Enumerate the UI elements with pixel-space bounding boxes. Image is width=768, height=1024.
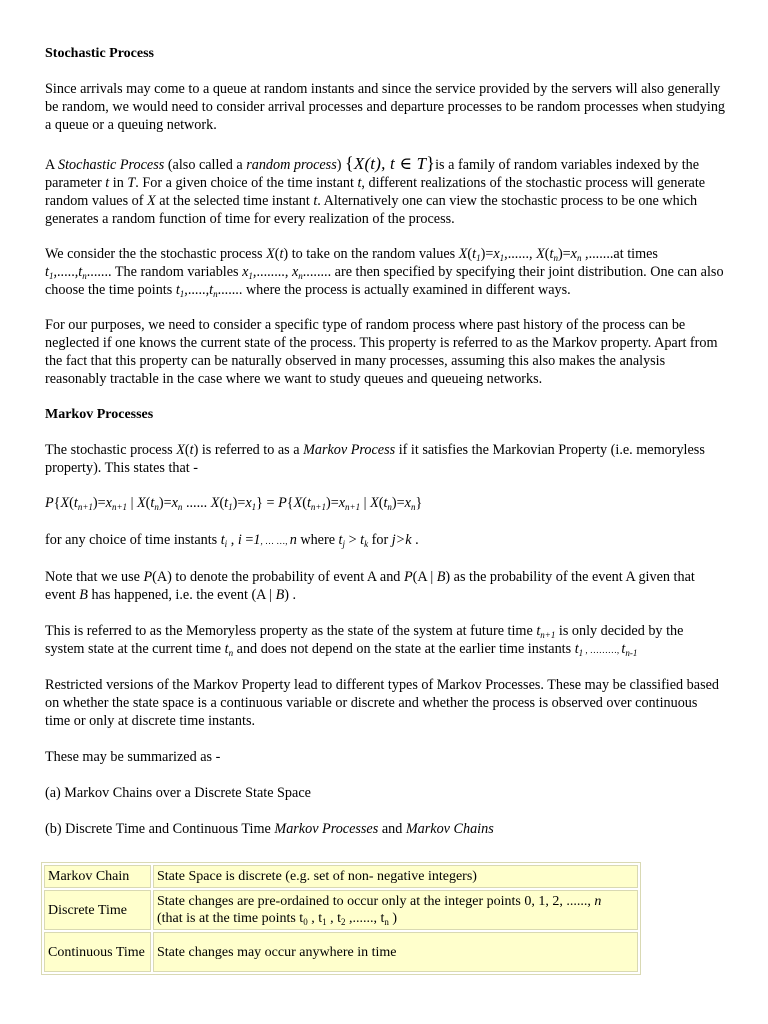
table-row [44, 865, 638, 888]
paragraph-restricted-versions: Restricted versions of the Markov Property lead to different types of Markov Processes. These may be classified based on whether the state space is a continuous variable or discrete and whether the process is observed over continuous time or only at discrete time instants. [45, 677, 719, 729]
paragraph-definition: A Stochastic Process (also called a random process) {X(t), t ∈ T}is a family of random variables indexed by the parameter t in T. For a given choice of the time instant t, different realizations of the stochastic process will generate random values of X at the selected time instant t. Alternatively one can view the stochastic process to be one which generates a random function of time for every realization of the process. [45, 153, 706, 227]
paragraph-memoryless: This is referred to as the Memoryless property as the state of the system at future time $t_{n+1}$ is only decided by the system state at the current time $t_n$ and does not depend on the state at the earlier time instants $t_1$ , ………, $t_{n-1}$ [45, 623, 684, 658]
table-cell-description: State Space is discrete (e.g. set of non- negative integers) [153, 865, 638, 888]
paragraph-random-values: We consider the the stochastic process X(t) to take on the random values $X(t_1)=x_1$,......, $X(t_n)=x_n$ ,.......at times $t_1,.....,t_n$....... The random variables $x_1$,........, $x_n$........ are then specified by specifying their joint distribution. One can also choose the time points $t_1,.....,t_n$....... where the process is actually examined in different ways. [45, 246, 724, 299]
table-row [44, 932, 638, 972]
table-cell-label: Markov Chain [44, 865, 151, 888]
heading-markov-processes: Markov Processes [45, 407, 154, 422]
table-cell-description: State changes are pre-ordained to occur only at the integer points 0, 1, 2, ......, n (that is at the time points $t_0$ , $t_1$ , $t_2$ ,......, $t_n$ ) [153, 890, 638, 930]
paragraph-intro: Since arrivals may come to a queue at random instants and since the service provided by the servers will also generally be random, we would need to consider arrival processes and departure processes to be random processes when studying a queue or a queuing network. [45, 81, 726, 133]
paragraph-purposes: For our purposes, we need to consider a specific type of random process where past history of the process can be neglected if one knows the current state of the process. This property is referred to as the Markov property. Apart from the fact that this property can be naturally observed in many processes, assuming this also makes the analysis reasonably tractable in the case where we want to study queues and queueing networks. [45, 317, 718, 387]
paragraph-probability-notation: Note that we use P(A) to denote the probability of event A and P(A | B) as the probability of the event A given that event B has happened, i.e. the event (A | B) . [45, 569, 695, 603]
paragraph-time-instants: for any choice of time instants $t_i$ , i =1, … …, n where $t_j > t_k$ for j>k . [45, 532, 419, 549]
set-notation: {X(t), t ∈ T} [345, 153, 436, 173]
paragraph-markov-definition: The stochastic process X(t) is referred to as a Markov Process if it satisfies the Markovian Property (i.e. memoryless property). This states that - [45, 442, 705, 476]
list-item-b: (b) Discrete Time and Continuous Time Markov Processes and Markov Chains [45, 821, 494, 837]
list-item-a: (a) Markov Chains over a Discrete State Space [45, 785, 311, 801]
paragraph-summarized: These may be summarized as - [45, 749, 221, 765]
table-row [44, 890, 638, 930]
table-cell-label: Continuous Time [44, 932, 151, 972]
markov-types-table [41, 862, 641, 975]
markov-property-formula: $P\{X(t_{n+1})=x_{n+1}$ | $X(t_n)=x_n$ ...... $X(t_1)=x_1\} = P\{X(t_{n+1})=x_{n+1}$ | $X(t_n)=x_n$} [45, 495, 423, 512]
heading-stochastic-process: Stochastic Process [45, 46, 154, 61]
table-cell-label: Discrete Time [44, 890, 151, 930]
document-body [45, 44, 725, 838]
table-cell-description: State changes may occur anywhere in time [153, 932, 638, 972]
